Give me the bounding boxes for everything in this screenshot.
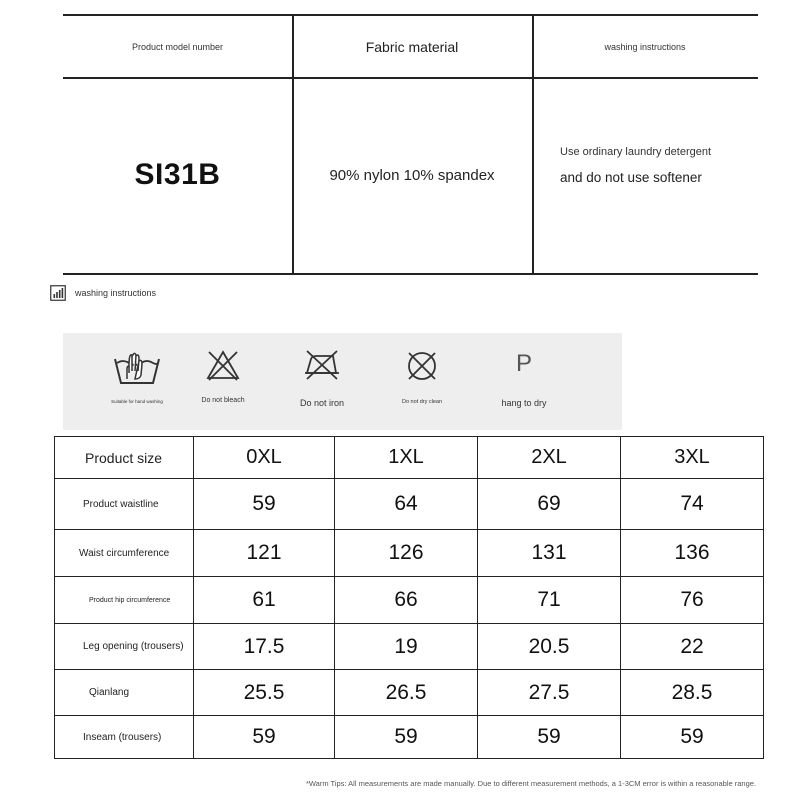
table-cell: 69 xyxy=(478,479,621,530)
washing-instructions-value xyxy=(532,69,758,261)
table-cell: 61 xyxy=(194,577,335,624)
table-cell: 121 xyxy=(194,530,335,577)
table-cell: 19 xyxy=(335,624,478,670)
table-cell: 126 xyxy=(335,530,478,577)
table-row xyxy=(55,530,764,577)
washing-line-2: and do not use softener xyxy=(560,169,702,185)
care-item-hang-to-dry xyxy=(474,333,574,430)
table-cell: 59 xyxy=(335,716,478,759)
chart-bars-icon xyxy=(50,285,66,301)
washing-instructions-label: washing instructions xyxy=(75,288,157,298)
table-cell: 76 xyxy=(621,577,764,624)
row-label: Waist circumference xyxy=(55,530,194,577)
care-item-do-not-dry-clean xyxy=(372,333,472,430)
do-not-bleach-icon xyxy=(205,349,241,381)
row-label: Qianlang xyxy=(55,670,194,716)
do-not-iron-icon xyxy=(303,349,341,381)
table-cell: 66 xyxy=(335,577,478,624)
care-symbols-panel xyxy=(63,333,622,430)
table-cell: 59 xyxy=(194,716,335,759)
model-number-header: Product model number xyxy=(131,41,224,52)
size-header: 2XL xyxy=(478,437,621,479)
hand-wash-icon xyxy=(111,349,163,389)
row-label: Product hip circumference xyxy=(55,577,194,624)
table-cell: 64 xyxy=(335,479,478,530)
fabric-material-header: Fabric material xyxy=(365,38,459,55)
table-row xyxy=(55,479,764,530)
care-caption: Do not dry clean xyxy=(401,399,443,405)
table-cell: 25.5 xyxy=(194,670,335,716)
care-caption: hang to dry xyxy=(501,398,547,408)
table-row xyxy=(55,577,764,624)
table-cell: 131 xyxy=(478,530,621,577)
row-label: Inseam (trousers) xyxy=(55,716,194,759)
care-item-do-not-iron xyxy=(272,333,372,430)
table-row xyxy=(55,716,764,759)
care-caption: Do not iron xyxy=(299,398,345,408)
table-row xyxy=(55,624,764,670)
size-header: 1XL xyxy=(335,437,478,479)
table-cell: 59 xyxy=(194,479,335,530)
table-cell: 17.5 xyxy=(194,624,335,670)
row-label: Leg opening (trousers) xyxy=(55,624,194,670)
product-size-header: Product size xyxy=(55,437,194,479)
care-caption: Do not bleach xyxy=(201,397,245,404)
product-info-table xyxy=(63,14,758,275)
table-cell: 136 xyxy=(621,530,764,577)
size-header: 0XL xyxy=(194,437,335,479)
table-row xyxy=(55,670,764,716)
table-cell: 59 xyxy=(621,716,764,759)
table-cell: 20.5 xyxy=(478,624,621,670)
warm-tips-note: *Warm Tips: All measurements are made manually. Due to different measurement methods, a 1-3CM error is within a reasonable range. xyxy=(305,779,756,788)
table-cell: 22 xyxy=(621,624,764,670)
table-header-row xyxy=(55,437,764,479)
table-cell: 26.5 xyxy=(335,670,478,716)
table-cell: 74 xyxy=(621,479,764,530)
table-cell: 27.5 xyxy=(478,670,621,716)
hang-to-dry-icon: P xyxy=(515,350,532,377)
table-cell: 28.5 xyxy=(621,670,764,716)
washing-instructions-header: washing instructions xyxy=(604,41,686,52)
size-chart-table xyxy=(54,436,764,759)
row-label: Product waistline xyxy=(55,479,194,530)
model-number-value: SI31B xyxy=(134,158,221,191)
do-not-dry-clean-icon xyxy=(405,349,439,383)
care-item-hand-wash xyxy=(87,333,187,430)
care-item-do-not-bleach xyxy=(173,333,273,430)
size-header: 3XL xyxy=(621,437,764,479)
washing-instructions-heading xyxy=(50,285,156,301)
table-cell: 71 xyxy=(478,577,621,624)
care-caption: Suitable for hand washing xyxy=(111,399,163,404)
washing-line-1: Use ordinary laundry detergent xyxy=(560,145,712,158)
table-cell: 59 xyxy=(478,716,621,759)
fabric-material-value: 90% nylon 10% spandex xyxy=(329,166,495,184)
